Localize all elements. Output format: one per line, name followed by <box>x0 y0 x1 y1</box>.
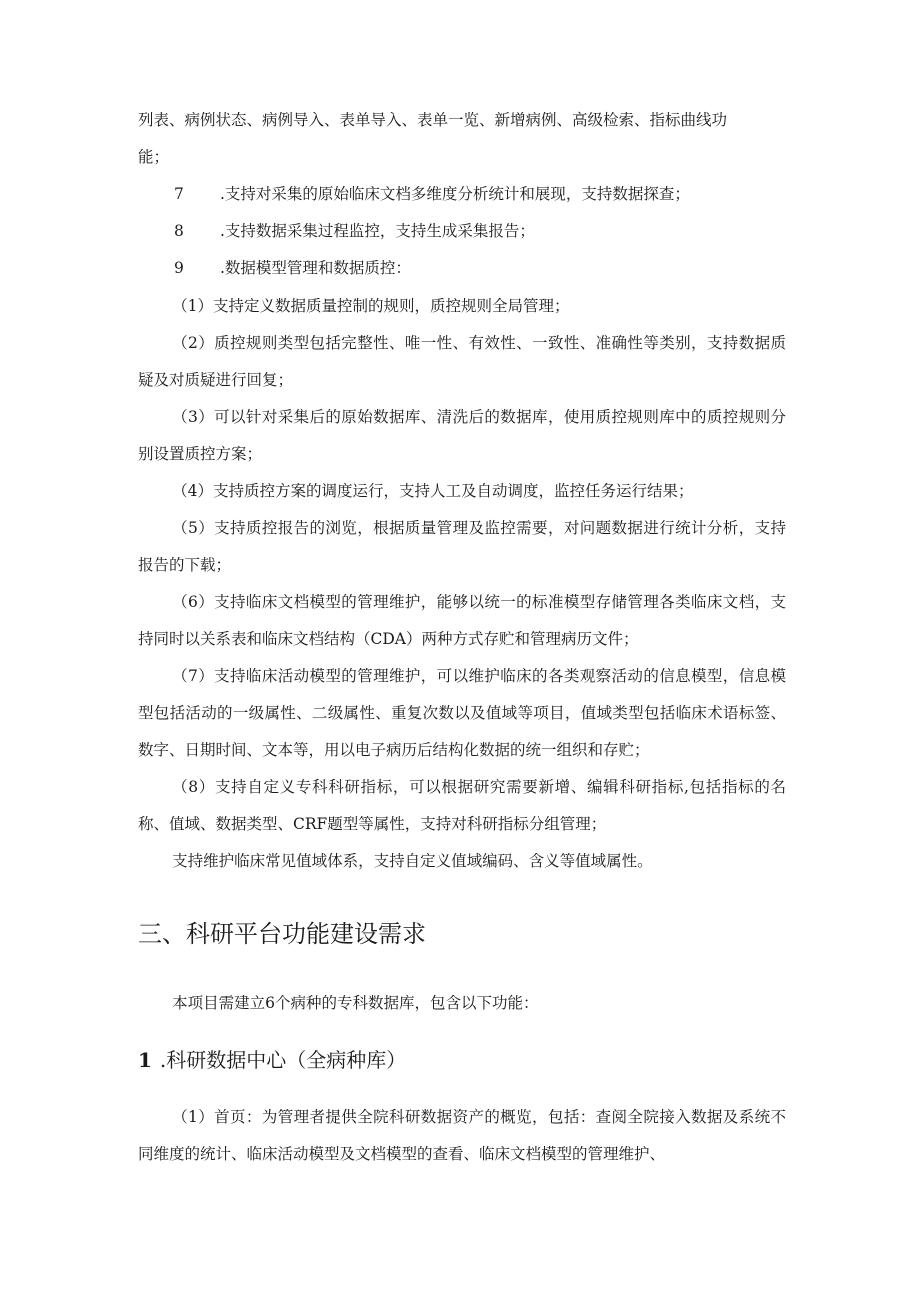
sub-item-4: （4）支持质控方案的调度运行，支持人工及自动调度，监控任务运行结果； <box>172 482 694 500</box>
sub-item-1: （1）支持定义数据质量控制的规则，质控规则全局管理； <box>172 297 570 315</box>
sub-item-7: （7）支持临床活动模型的管理维护，可以维护临床的各类观察活动的信息模型，信息模型包括活动的一级属性、二级属性、重复次数以及值域等项目，值域类型包括临床术语标签、数字、日期时间、文本等，用以电子病历后结构化数据的统一组织和存贮； <box>138 667 786 759</box>
list-item-text: .支持对采集的原始临床文档多维度分析统计和展现，支持数据探查； <box>220 185 690 203</box>
sub-item-5: （5）支持质控报告的浏览，根据质量管理及监控需要，对问题数据进行统计分析，支持报告的下载； <box>138 519 786 574</box>
list-item-text: .支持数据采集过程监控，支持生成采集报告； <box>220 222 535 240</box>
sub-item-3: （3）可以针对采集后的原始数据库、清洗后的数据库，使用质控规则库中的质控规则分别设置质控方案； <box>138 408 786 463</box>
subsection-number: 1 <box>138 1048 152 1072</box>
sub-item-6: （6）支持临床文档模型的管理维护，能够以统一的标准模型存储管理各类临床文档，支持同时以关系表和临床文档结构（CDA）两种方式存贮和管理病历文件； <box>138 593 786 648</box>
list-item-9 <box>174 257 411 279</box>
list-item-number: 9 <box>174 259 184 277</box>
sub-item-value-domain: 支持维护临床常见值域体系，支持自定义值域编码、含义等值域属性。 <box>172 852 653 870</box>
list-item-8 <box>174 220 535 242</box>
continued-line-1: 列表、病例状态、病例导入、表单导入、表单一览、新增病例、高级检索、指标曲线功 <box>138 111 728 129</box>
section-title: 三、科研平台功能建设需求 <box>138 920 426 948</box>
sub-item-8: （8）支持自定义专科科研指标，可以根据研究需要新增、编辑科研指标,包括指标的名称、值域、数据类型、CRF题型等属性，支持对科研指标分组管理； <box>138 778 786 833</box>
section-intro: 本项目需建立6个病种的专科数据库，包含以下功能： <box>172 994 539 1012</box>
sub-item-2: （2）质控规则类型包括完整性、唯一性、有效性、一致性、准确性等类别，支持数据质疑及对质疑进行回复； <box>138 334 786 389</box>
subsection-paragraph: （1）首页：为管理者提供全院科研数据资产的概览，包括：查阅全院接入数据及系统不同维度的统计、临床活动模型及文档模型的查看、临床文档模型的管理维护、 <box>138 1108 786 1163</box>
list-item-number: 7 <box>174 185 184 203</box>
list-item-text: .数据模型管理和数据质控： <box>220 259 411 277</box>
list-item-number: 8 <box>174 222 184 240</box>
continued-line-2: 能； <box>138 148 170 166</box>
subsection-title-text: .科研数据中心（全病种库） <box>159 1048 407 1072</box>
list-item-7 <box>174 183 690 205</box>
subsection-title <box>138 1046 406 1074</box>
